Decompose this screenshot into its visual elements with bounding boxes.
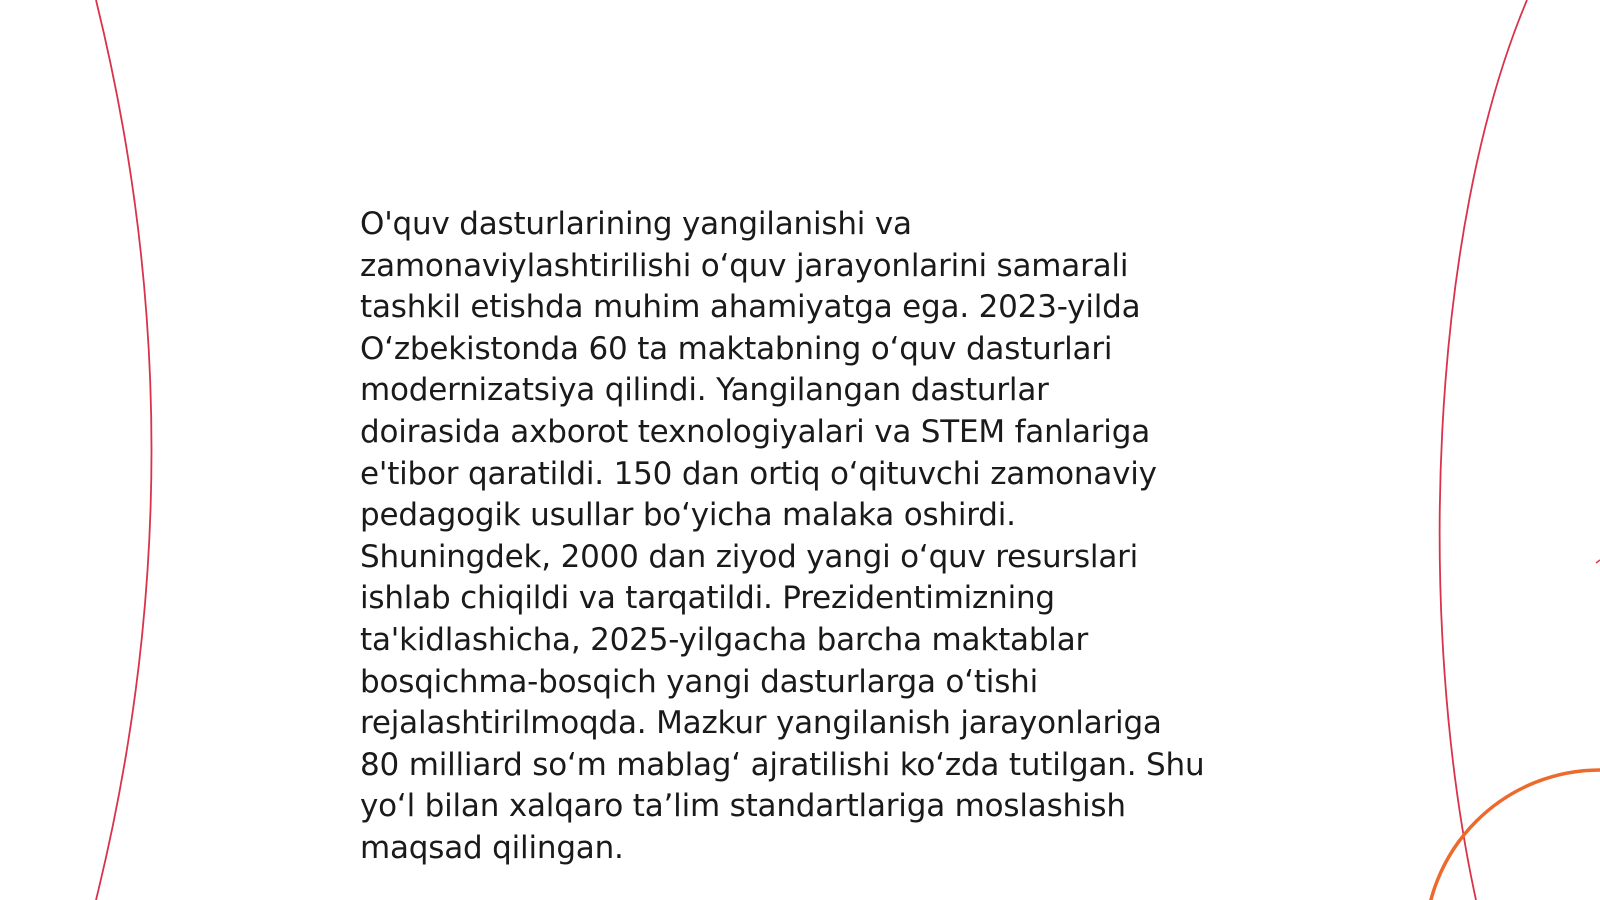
- right-arc-line: [1440, 0, 1527, 900]
- orange-circle-outline: [1425, 770, 1600, 900]
- body-paragraph: O'quv dasturlarining yangilanishi va zamonaviylashtirilishi o‘quv jarayonlarini samarali tashkil etishda muhim ahamiyatga ega. 2023-yilda O‘zbekistonda 60 ta maktabning o‘quv dasturlari modernizatsiya qilindi. Yangilangan dasturlar doirasida axborot texnologiyalari va STEM fanlariga e'tibor qaratildi. 150 dan ortiq o‘qituvchi zamonaviy pedagogik usullar bo‘yicha malaka oshirdi. Shuningdek, 2000 dan ziyod yangi o‘quv resurslari ishlab chiqildi va tarqatildi. Prezidentimizning ta'kidlashicha, 2025-yilgacha barcha maktablar bosqichma-bosqich yangi dasturlarga o‘tishi rejalashtirilmoqda. Mazkur yangilanish jarayonlariga 80 milliard so‘m mablag‘ ajratilishi ko‘zda tutilgan. Shu yo‘l bilan xalqaro ta’lim standartlariga moslashish maqsad qilingan.: [360, 206, 1205, 866]
- left-arc-line: [96, 0, 152, 900]
- small-mark: [1596, 560, 1600, 563]
